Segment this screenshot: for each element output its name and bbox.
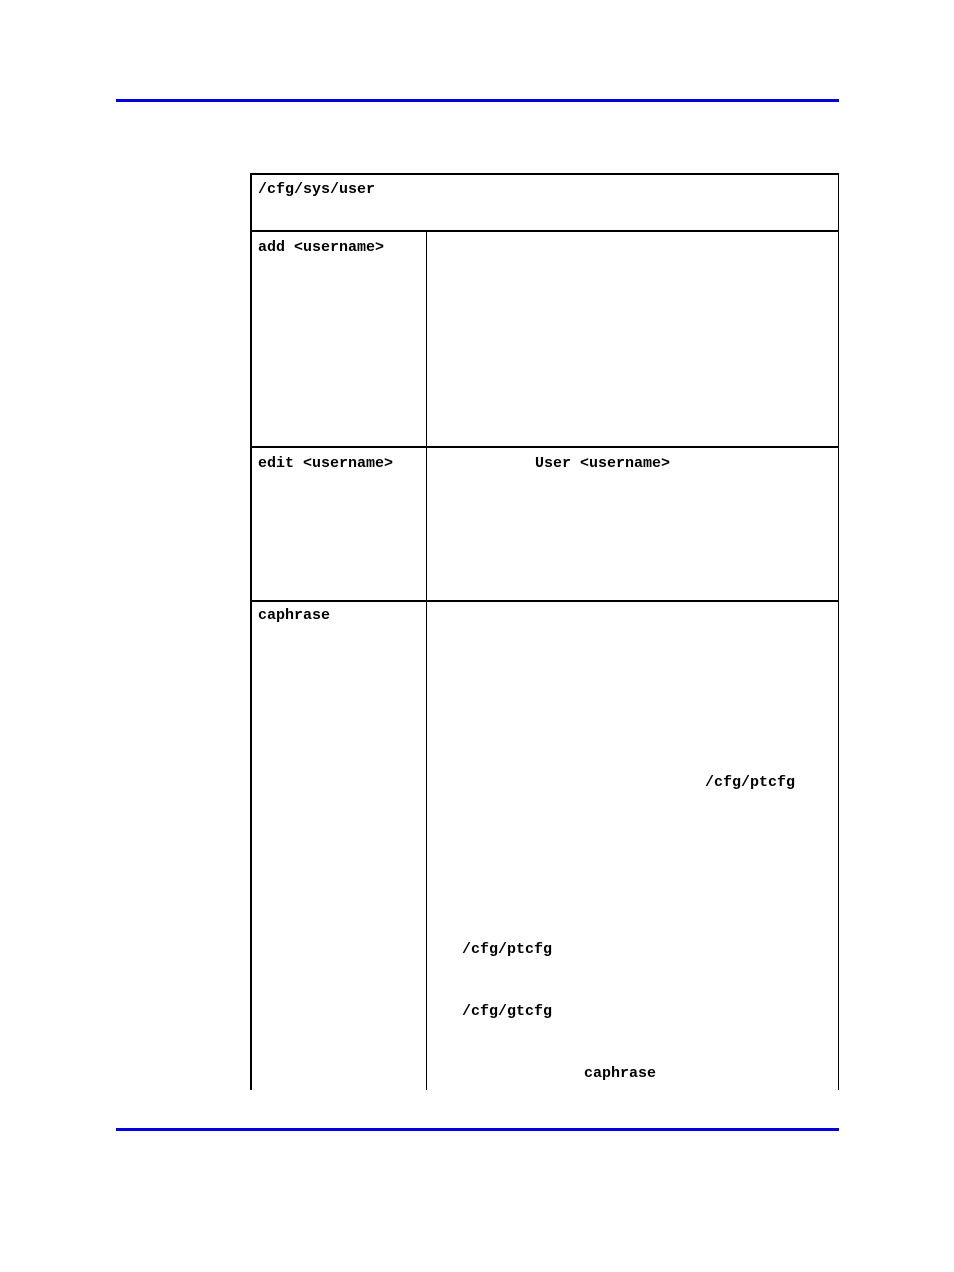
caphrase-description-fragment-1: /cfg/ptcfg <box>705 774 796 791</box>
table-column-divider <box>426 231 427 1090</box>
edit-description-fragment: User <username> <box>535 455 671 472</box>
table-divider-row-2 <box>250 600 839 602</box>
table-divider-row-1 <box>250 446 839 448</box>
header-rule <box>116 99 839 102</box>
table-divider-header <box>250 230 839 232</box>
caphrase-description-fragment-4: caphrase <box>584 1065 657 1082</box>
caphrase-description-fragment-3: /cfg/gtcfg <box>462 1003 553 1020</box>
menu-path-heading: /cfg/sys/user <box>258 181 376 198</box>
command-edit: edit <username> <box>258 455 394 472</box>
caphrase-description-fragment-2: /cfg/ptcfg <box>462 941 553 958</box>
command-add: add <username> <box>258 239 385 256</box>
footer-rule <box>116 1128 839 1131</box>
command-caphrase: caphrase <box>258 607 331 624</box>
